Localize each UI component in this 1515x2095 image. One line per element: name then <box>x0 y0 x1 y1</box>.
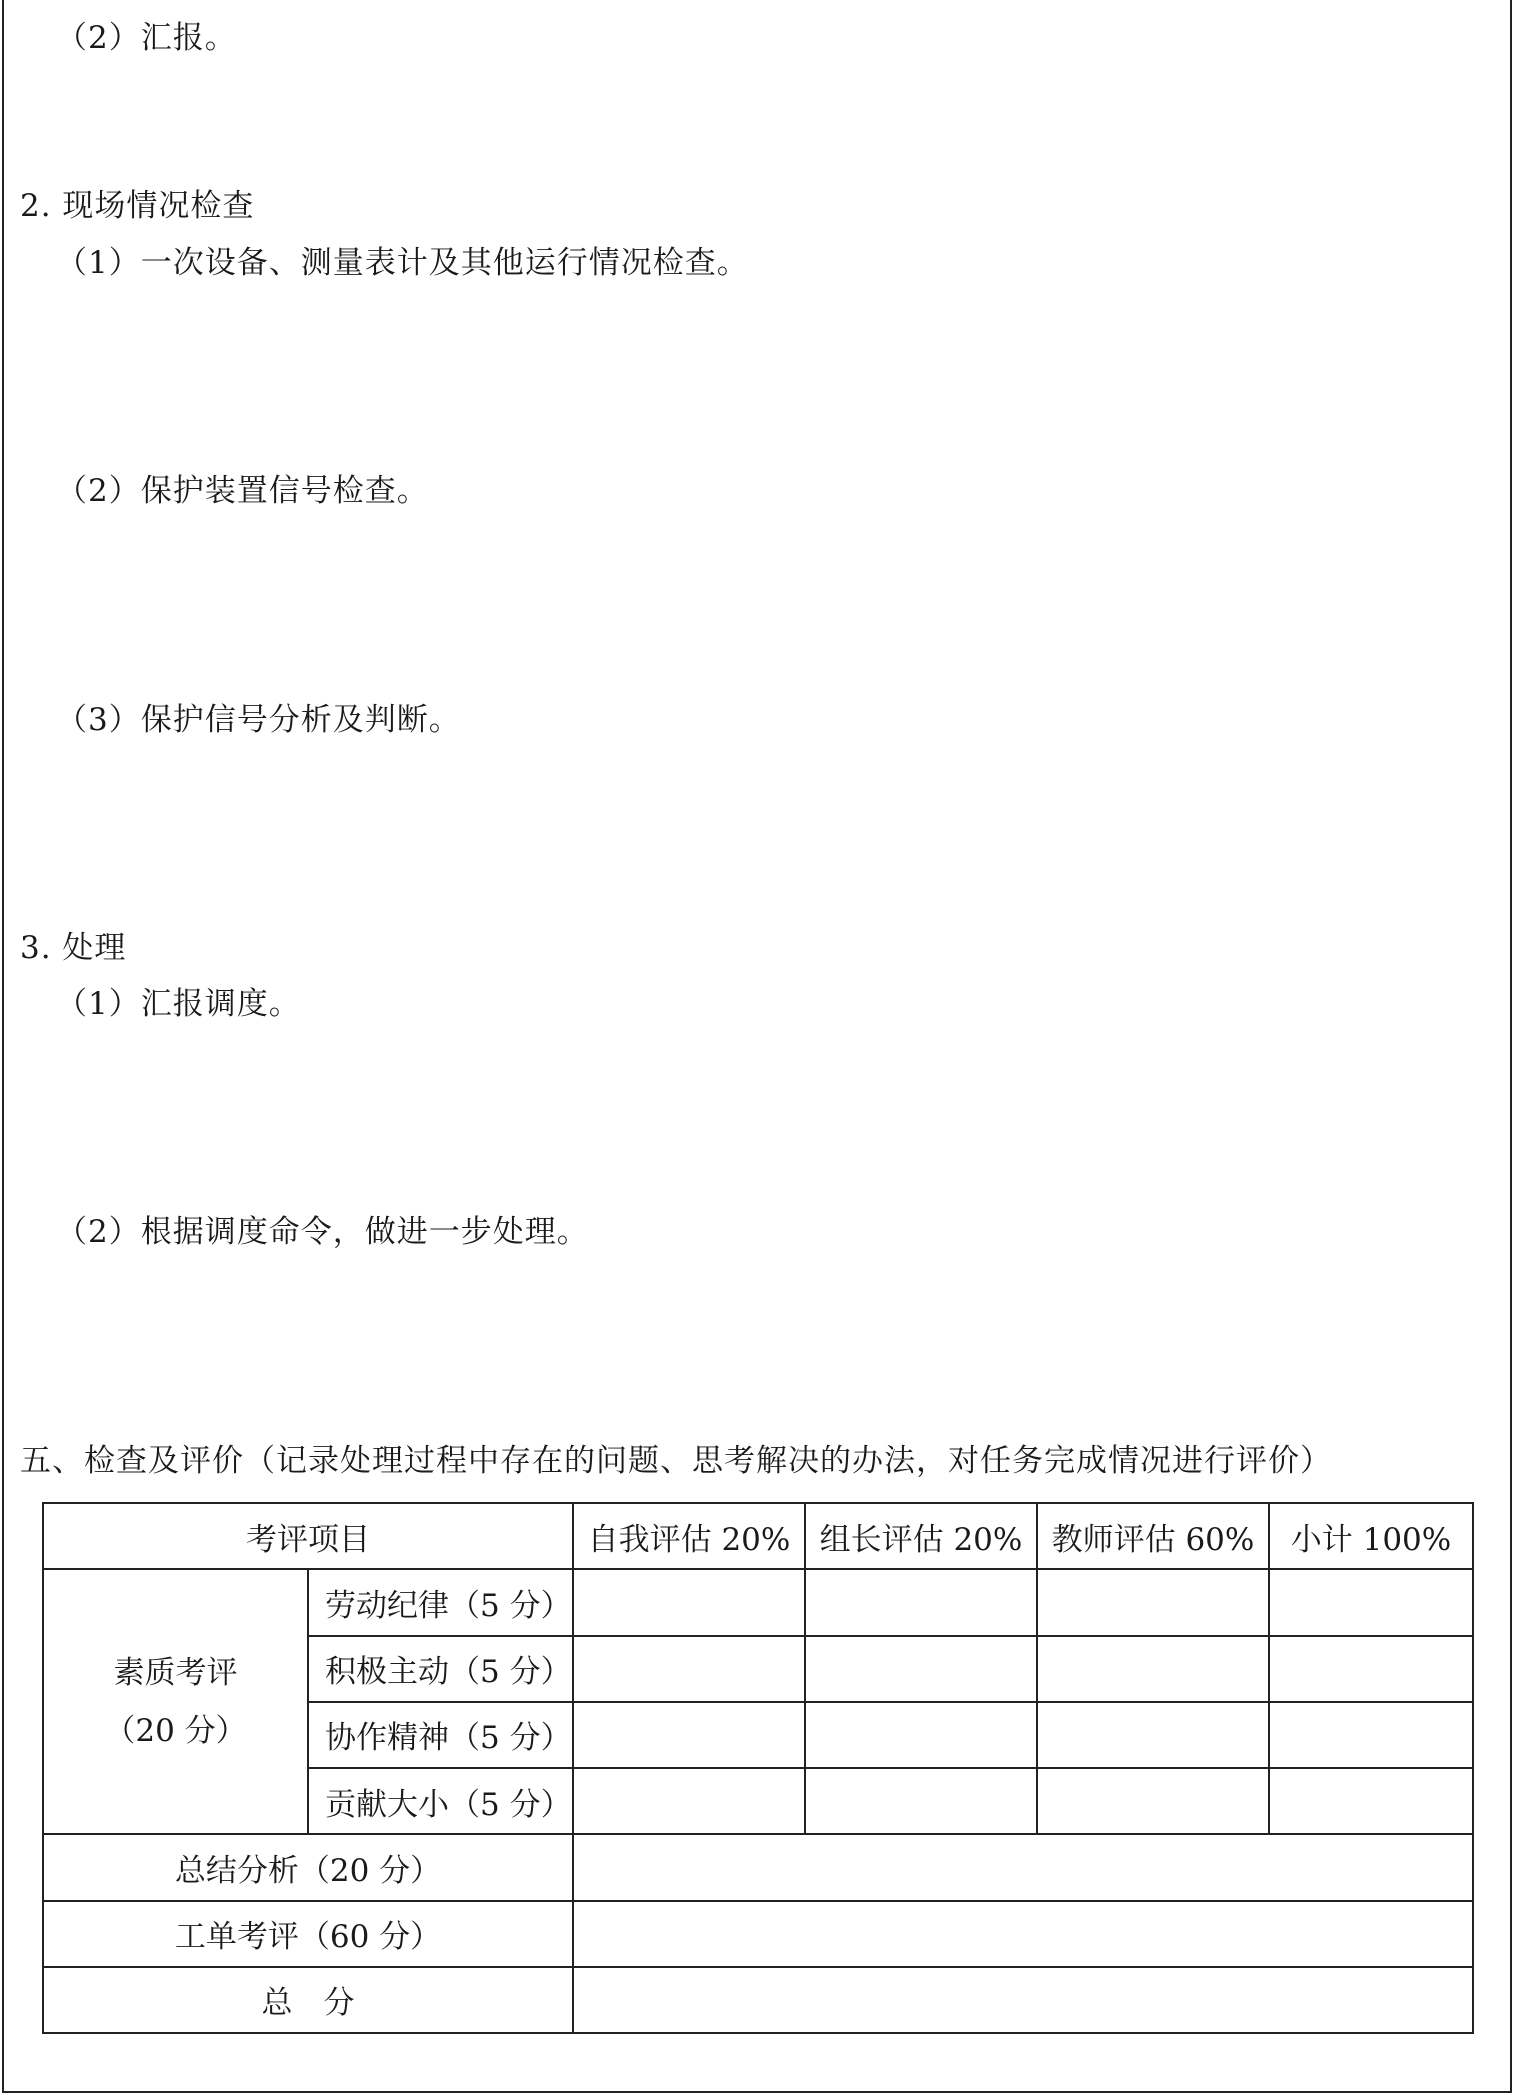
quality-group-label: 素质考评 <box>113 1654 238 1691</box>
table-header-row <box>43 1503 1473 1569</box>
quality-item-contribution: 贡献大小（5 分） <box>308 1768 573 1834</box>
self-score-cell[interactable] <box>573 1636 805 1702</box>
teacher-score-cell[interactable] <box>1037 1636 1269 1702</box>
evaluation-table <box>42 1502 1474 2034</box>
subtotal-cell[interactable] <box>1269 1702 1473 1768</box>
header-assessment-item: 考评项目 <box>43 1503 573 1569</box>
worksheet-assessment-label: 工单考评（60 分） <box>43 1901 573 1967</box>
header-subtotal: 小计 100% <box>1269 1503 1473 1569</box>
leader-score-cell[interactable] <box>805 1768 1037 1834</box>
teacher-score-cell[interactable] <box>1037 1569 1269 1635</box>
self-score-cell[interactable] <box>573 1702 805 1768</box>
step1-item2-text: （2）汇报。 <box>56 20 237 56</box>
quality-item-teamwork: 协作精神（5 分） <box>308 1702 573 1768</box>
quality-group-cell <box>43 1569 308 1834</box>
table-row <box>43 1967 1473 2033</box>
header-teacher-assessment: 教师评估 60% <box>1037 1503 1269 1569</box>
header-leader-assessment: 组长评估 20% <box>805 1503 1037 1569</box>
step2-item2-text: （2）保护装置信号检查。 <box>56 473 429 509</box>
quality-item-initiative: 积极主动（5 分） <box>308 1636 573 1702</box>
quality-group-points: （20 分） <box>104 1712 247 1749</box>
section5-heading: 五、检查及评价（记录处理过程中存在的问题、思考解决的办法，对任务完成情况进行评价） <box>20 1443 1332 1479</box>
table-row <box>43 1834 1473 1900</box>
quality-item-discipline: 劳动纪律（5 分） <box>308 1569 573 1635</box>
total-score-value[interactable] <box>573 1967 1473 2033</box>
header-self-assessment: 自我评估 20% <box>573 1503 805 1569</box>
summary-analysis-score[interactable] <box>573 1834 1473 1900</box>
step2-item3-text: （3）保护信号分析及判断。 <box>56 702 461 738</box>
step2-item1-text: （1）一次设备、测量表计及其他运行情况检查。 <box>56 245 749 281</box>
self-score-cell[interactable] <box>573 1569 805 1635</box>
worksheet-assessment-score[interactable] <box>573 1901 1473 1967</box>
leader-score-cell[interactable] <box>805 1569 1037 1635</box>
step3-item1-text: （1）汇报调度。 <box>56 986 301 1022</box>
subtotal-cell[interactable] <box>1269 1569 1473 1635</box>
subtotal-cell[interactable] <box>1269 1636 1473 1702</box>
step3-heading: 3. 处理 <box>20 930 127 966</box>
total-score-label: 总 分 <box>43 1967 573 2033</box>
step2-heading: 2. 现场情况检查 <box>20 188 255 224</box>
summary-analysis-label: 总结分析（20 分） <box>43 1834 573 1900</box>
self-score-cell[interactable] <box>573 1768 805 1834</box>
table-row <box>43 1901 1473 1967</box>
step3-item2-text: （2）根据调度命令，做进一步处理。 <box>56 1214 589 1250</box>
teacher-score-cell[interactable] <box>1037 1768 1269 1834</box>
leader-score-cell[interactable] <box>805 1636 1037 1702</box>
table-row <box>43 1569 1473 1635</box>
subtotal-cell[interactable] <box>1269 1768 1473 1834</box>
teacher-score-cell[interactable] <box>1037 1702 1269 1768</box>
leader-score-cell[interactable] <box>805 1702 1037 1768</box>
